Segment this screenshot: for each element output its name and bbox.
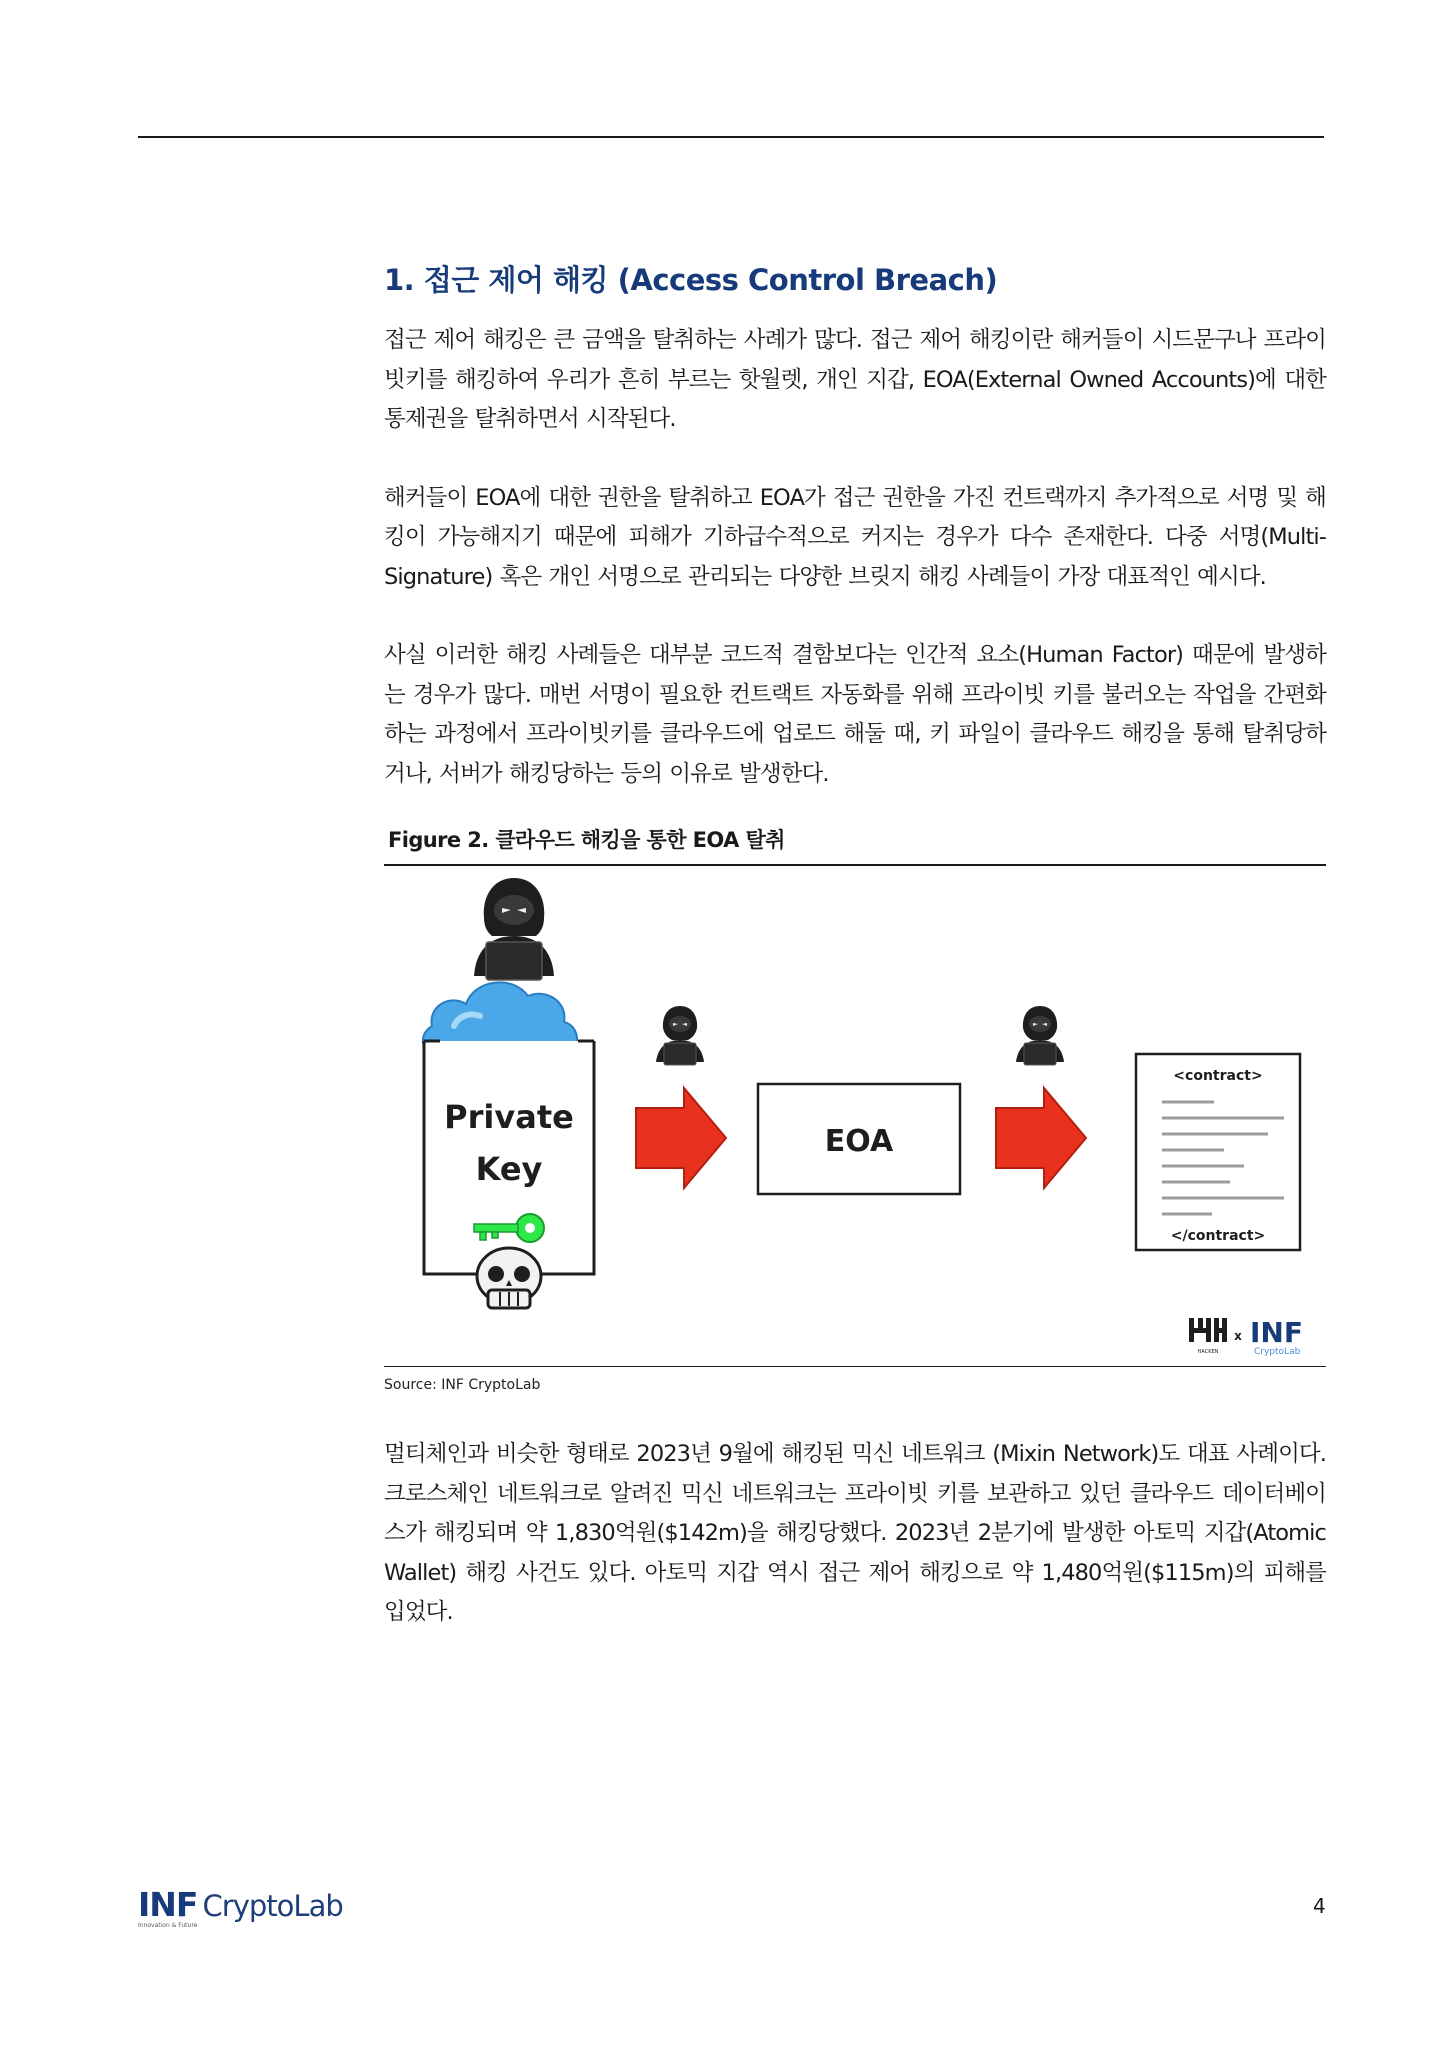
page-number: 4: [1313, 1894, 1326, 1918]
contract-document: [1136, 1054, 1300, 1250]
logo-separator: x: [1234, 1328, 1242, 1343]
footer-logo-crypto: Crypto: [202, 1889, 294, 1923]
paragraph-3: 사실 이러한 해킹 사례들은 대부분 코드적 결함보다는 인간적 요소(Human Factor) 때문에 발생하는 경우가 많다. 매번 서명이 필요한 컨트랙트 자동화를 위해 프라이빗 키를 불러오는 작업을 간편화하는 과정에서 프라이빗키를 클라우드에 업로드 해둘 때, 키 파일이 클라우드 해킹을 통해 탈취당하거나, 서버가 해킹당하는 등의 이유로 발생한다.: [384, 642, 1326, 787]
inf-logo-figure: INF: [1250, 1315, 1303, 1349]
footer-logo-tagline: Innovation & Future: [138, 1922, 198, 1929]
footer-logo-inf: INF: [138, 1885, 198, 1924]
figure-title: Figure 2. 클라우드 해킹을 통한 EOA 탈취: [388, 828, 785, 852]
hacker-icon-small-2: [1016, 1006, 1064, 1065]
figure-bottom-rule: [384, 1366, 1326, 1368]
contract-close-tag: </contract>: [1170, 1227, 1266, 1244]
eoa-box: [758, 1084, 960, 1194]
paragraph-1: 접근 제어 해킹은 큰 금액을 탈취하는 사례가 많다. 접근 제어 해킹이란 해커들이 시드문구나 프라이빗키를 해킹하여 우리가 흔히 부르는 핫월렛, 개인 지갑, EOA(External Owned Accounts)에 대한 통제권을 탈취하면서 시작된다.: [384, 327, 1326, 432]
private-key-label-line1: Private: [444, 1097, 574, 1136]
hacker-icon-small-1: [656, 1006, 704, 1065]
hacken-logo: [1189, 1318, 1227, 1355]
arrow-right-icon-2: [996, 1088, 1086, 1188]
private-key-document: [424, 1041, 594, 1274]
arrow-right-icon-1: [636, 1088, 726, 1188]
header-rule: [138, 136, 1324, 138]
eoa-label: EOA: [824, 1123, 894, 1159]
figure-source: Source: INF CryptoLab: [384, 1377, 541, 1393]
skull-icon: [477, 1248, 541, 1308]
paragraph-4: 멀티체인과 비슷한 형태로 2023년 9월에 해킹된 믹신 네트워크 (Mixin Network)도 대표 사례이다. 크로스체인 네트워크로 알려진 믹신 네트워크는 프라이빗 키를 보관하고 있던 클라우드 데이터베이스가 해킹되며 약 1,830억원($142m)을 해킹당했다. 2023년 2분기에 발생한 아토믹 지갑(Atomic Wallet) 해킹 사건도 있다. 아토믹 지갑 역시 접근 제어 해킹으로 약 1,480억원($115m)의 피해를 입었다.: [384, 1441, 1326, 1625]
figure-diagram: [384, 866, 1326, 1366]
hacken-logo-text: HACKEN: [1197, 1348, 1219, 1355]
hacker-icon-large: [474, 878, 554, 980]
footer-logo: [138, 1885, 343, 1929]
page-content: [384, 258, 1326, 1672]
footer-logo-lab: Lab: [293, 1889, 343, 1923]
private-key-label-line2: Key: [475, 1149, 543, 1188]
paragraph-2: 해커들이 EOA에 대한 권한을 탈취하고 EOA가 접근 권한을 가진 컨트랙까지 추가적으로 서명 및 해킹이 가능해지기 때문에 피해가 기하급수적으로 커지는 경우가 다수 존재한다. 다중 서명(Multi-Signature) 혹은 개인 서명으로 관리되는 다양한 브릿지 해킹 사례들이 가장 대표적인 예시다.: [384, 484, 1326, 590]
contract-open-tag: <contract>: [1173, 1067, 1263, 1084]
cryptolab-logo-figure: CryptoLab: [1254, 1346, 1301, 1357]
section-title: 1. 접근 제어 해킹 (Access Control Breach): [384, 263, 998, 297]
